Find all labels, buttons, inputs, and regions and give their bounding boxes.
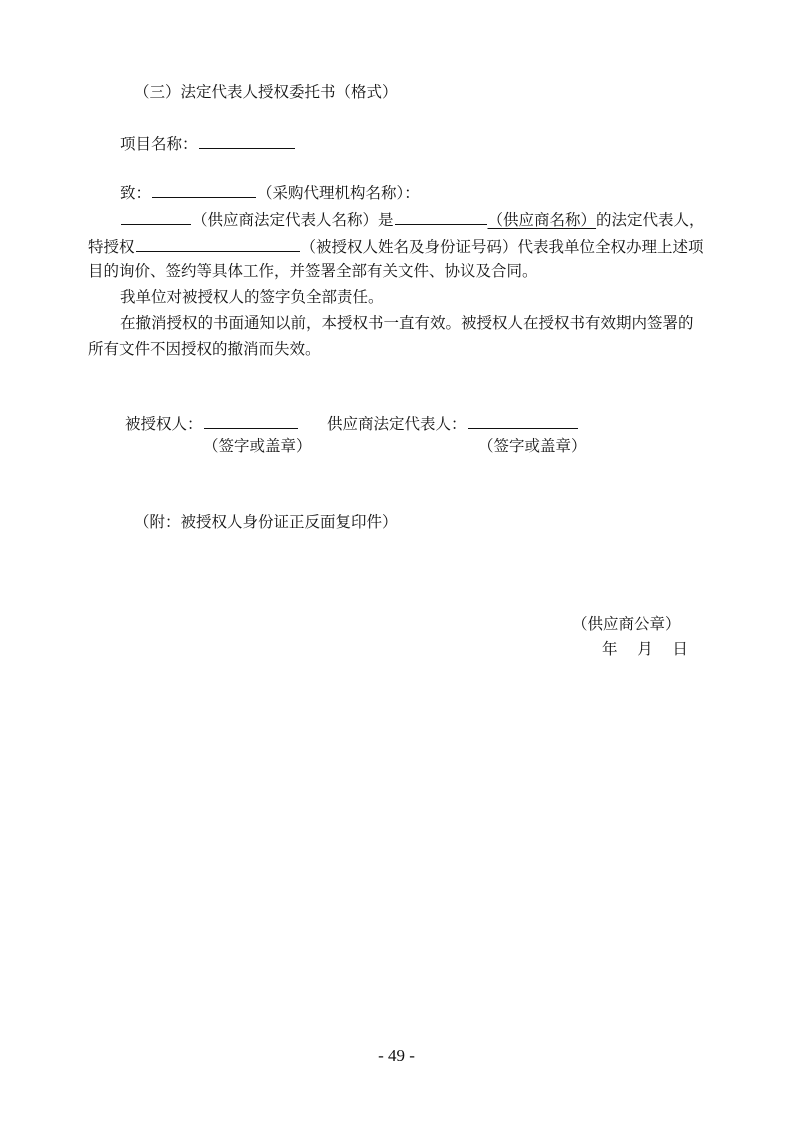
project-name-line (120, 133, 296, 154)
authorized-person-signature-blank (204, 413, 298, 429)
paragraph-2-line-2: 目的询价、签约等具体工作，并签署全部有关文件、协议及合同。 (88, 262, 538, 280)
addressee-line (120, 182, 420, 203)
project-name-label: 项目名称： (120, 135, 198, 153)
paragraph-2-text-b: （被授权人姓名及身份证号码）代表我单位全权办理上述项 (300, 238, 704, 256)
attachment-note: （附：被授权人身份证正反面复印件） (134, 513, 398, 531)
sign-note-right: （签字或盖章） (478, 437, 587, 455)
paragraph-3: 我单位对被授权人的签字负全部责任。 (120, 288, 384, 306)
supplier-name-blank (395, 209, 487, 225)
paragraph-1-line (120, 209, 705, 230)
legal-rep-signature-line (327, 413, 579, 434)
legal-rep-signature-blank (468, 413, 578, 429)
paragraph-1-text-c: 的法定代表人， (596, 211, 705, 229)
paragraph-2-line-1 (88, 236, 704, 257)
legal-rep-name-blank (121, 209, 191, 225)
addressee-label: 致： (120, 184, 152, 202)
paragraph-2-text-a: 特授权 (88, 238, 135, 256)
supplier-seal: （供应商公章） (572, 615, 681, 633)
addressee-suffix: （采购代理机构名称）： (257, 184, 420, 202)
page-number: - 49 - (378, 1046, 415, 1065)
authorized-person-label: 被授权人： (125, 415, 203, 433)
agency-name-blank (152, 182, 256, 198)
legal-rep-label: 供应商法定代表人： (327, 415, 467, 433)
authorized-person-signature-line (125, 413, 299, 434)
paragraph-1-text-a: （供应商法定代表人名称）是 (192, 211, 394, 229)
sign-note-left: （签字或盖章） (203, 437, 312, 455)
paragraph-1-text-b: （供应商名称） (487, 211, 597, 229)
section-title: （三）法定代表人授权委托书（格式） (134, 83, 398, 101)
authorized-person-id-blank (136, 236, 300, 252)
project-name-blank (199, 133, 295, 149)
paragraph-4-line-2: 所有文件不因授权的撤消而失效。 (88, 340, 321, 358)
date-line: 年 月 日 (602, 640, 688, 658)
paragraph-4-line-1: 在撤消授权的书面通知以前，本授权书一直有效。被授权人在授权书有效期内签署的 (120, 314, 694, 332)
